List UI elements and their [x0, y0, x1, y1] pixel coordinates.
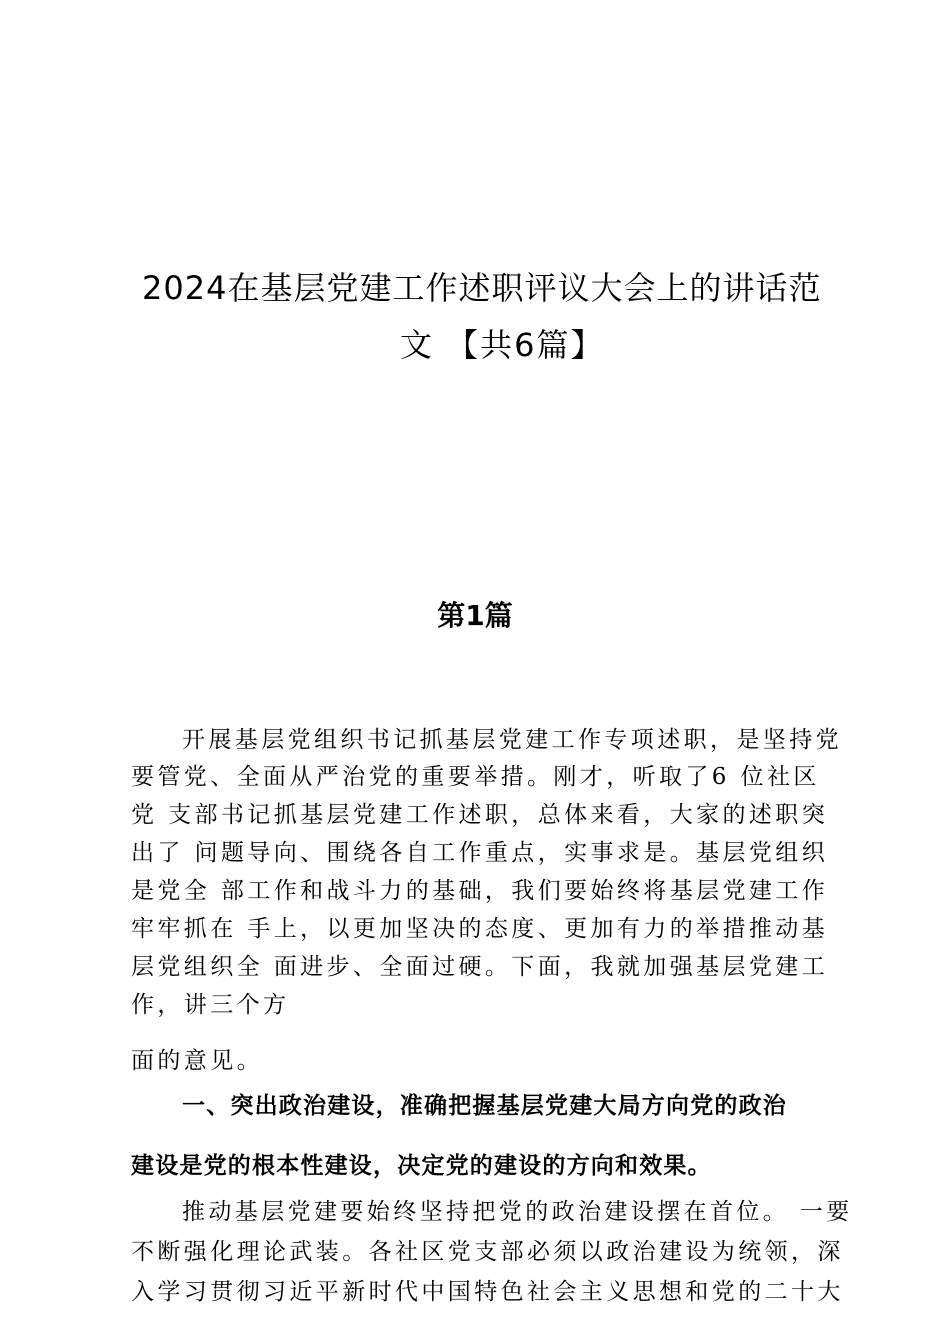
paragraph-line: 要管党、全面从严治党的重要举措。刚才，听取了6 位社区 — [131, 764, 820, 790]
paragraph-line: 出了 问题导向、围绕各自工作重点，实事求是。基层党组织 — [131, 840, 829, 866]
paragraph-line: 入学习贯彻习近平新时代中国特色社会主义思想和党的二十大 — [131, 1279, 844, 1305]
document-title-line-2: 文 【共6篇】 — [400, 326, 605, 364]
paragraph-line: 层党组织全 面进步、全面过硬。下面，我就加强基层党建工 — [131, 954, 829, 980]
paragraph-line: 推动基层党建要始终坚持把党的政治建设摆在首位。 一要 — [182, 1199, 853, 1225]
paragraph-tail: 面的意见。 — [131, 1048, 263, 1074]
paragraph-line: 开展基层党组织书记抓基层党建工作专项述职，是坚持党 — [182, 727, 842, 753]
document-title-line-1: 2024在基层党建工作述职评议大会上的讲话范 — [142, 269, 822, 307]
paragraph-line: 不断强化理论武装。各社区党支部必须以政治建设为统领，深 — [131, 1239, 844, 1265]
chapter-heading: 第1篇 — [437, 599, 513, 632]
paragraph-line: 牢牢抓在 手上，以更加坚决的态度、更加有力的举措推动基 — [131, 916, 829, 942]
paragraph-line: 是党全 部工作和战斗力的基础，我们要始终将基层党建工作 — [131, 878, 829, 904]
paragraph-line: 作，讲三个方 — [131, 992, 290, 1018]
section-heading-line: 建设是党的根本性建设，决定党的建设的方向和效果。 — [131, 1153, 712, 1179]
section-heading-line: 一、突出政治建设，准确把握基层党建大局方向党的政治 — [182, 1093, 787, 1119]
paragraph-line: 党 支部书记抓基层党建工作述职，总体来看，大家的述职突 — [131, 802, 829, 828]
